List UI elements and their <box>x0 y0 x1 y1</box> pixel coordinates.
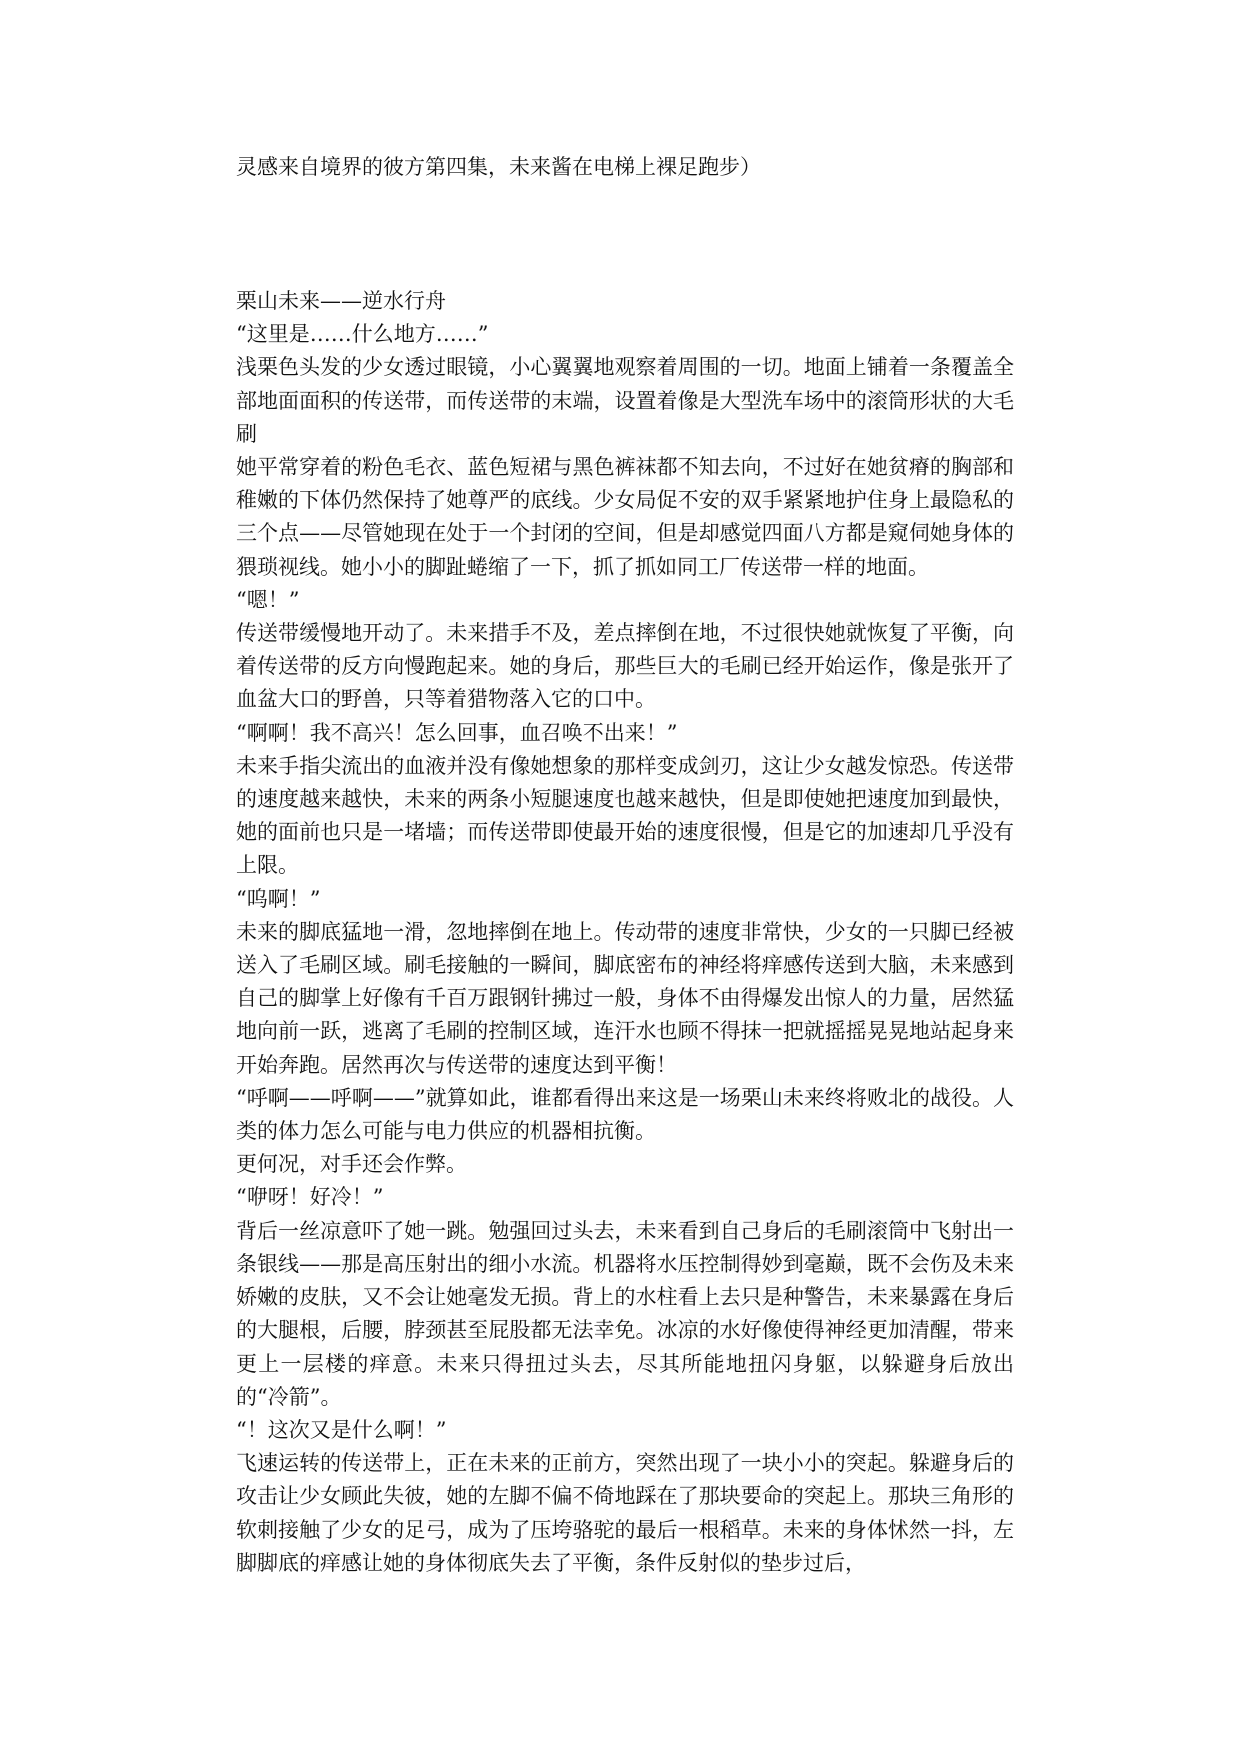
story-body <box>236 285 1014 1580</box>
paragraph: 她平常穿着的粉色毛衣、蓝色短裙与黑色裤袜都不知去向，不过好在她贫瘠的胸部和稚嫩的下体仍然保持了她尊严的底线。少女局促不安的双手紧紧地护住身上最隐私的三个点——尽管她现在处于一个封闭的空间，但是却感觉四面八方都是窥伺她身体的猥琐视线。她小小的脚趾蜷缩了一下，抓了抓如同工厂传送带一样的地面。 <box>236 455 1014 579</box>
paragraph: 未来手指尖流出的血液并没有像她想象的那样变成剑刃，这让少女越发惊恐。传送带的速度越来越快，未来的两条小短腿速度也越来越快，但是即使她把速度加到最快，她的面前也只是一堵墙；而传送带即使最开始的速度很慢，但是它的加速却几乎没有上限。 <box>236 753 1014 878</box>
paragraph: “这里是……什么地方……” <box>236 322 489 347</box>
header-note: 灵感来自境界的彼方第四集，未来酱在电梯上裸足跑步） <box>236 155 761 179</box>
paragraph: 更何况，对手还会作弊。 <box>236 1152 467 1177</box>
paragraph: 传送带缓慢地开动了。未来措手不及，差点摔倒在地，不过很快她就恢复了平衡，向着传送带的反方向慢跑起来。她的身后，那些巨大的毛刷已经开始运作，像是张开了血盆大口的野兽，只等着猎物落入它的口中。 <box>236 621 1014 712</box>
paragraph: 浅栗色头发的少女透过眼镜，小心翼翼地观察着周围的一切。地面上铺着一条覆盖全部地面面积的传送带，而传送带的末端，设置着像是大型洗车场中的滚筒形状的大毛刷 <box>236 355 1014 446</box>
paragraph: 背后一丝凉意吓了她一跳。勉强回过头去，未来看到自己身后的毛刷滚筒中飞射出一条银线——那是高压射出的细小水流。机器将水压控制得妙到毫巅，既不会伤及未来娇嫩的皮肤，又不会让她毫发无损。背上的水柱看上去只是种警告，未来暴露在身后的大腿根，后腰，脖颈甚至屁股都无法幸免。冰凉的水好像使得神经更加清醒，带来更上一层楼的痒意。未来只得扭过头去，尽其所能地扭闪身躯，以躲避身后放出的“冷箭”。 <box>236 1218 1014 1409</box>
paragraph: “啊啊！我不高兴！怎么回事，血召唤不出来！” <box>236 720 678 745</box>
paragraph: 未来的脚底猛地一滑，忽地摔倒在地上。传动带的速度非常快，少女的一只脚已经被送入了毛刷区域。刷毛接触的一瞬间，脚底密布的神经将痒感传送到大脑，未来感到自己的脚掌上好像有千百万跟钢针拂过一般，身体不由得爆发出惊人的力量，居然猛地向前一跃，逃离了毛刷的控制区域，连汗水也顾不得抹一把就摇摇晃晃地站起身来开始奔跑。居然再次与传送带的速度达到平衡！ <box>236 919 1014 1077</box>
paragraph: “呜啊！” <box>236 886 321 911</box>
paragraph: “嗯！” <box>236 587 300 612</box>
story-title: 栗山未来——逆水行舟 <box>236 289 446 313</box>
paragraph: “呼啊——呼啊——”就算如此，谁都看得出来这是一场栗山未来终将败北的战役。人类的体力怎么可能与电力供应的机器相抗衡。 <box>236 1085 1014 1144</box>
paragraph: “！这次又是什么啊！” <box>236 1417 447 1442</box>
paragraph: 飞速运转的传送带上，正在未来的正前方，突然出现了一块小小的突起。躲避身后的攻击让少女顾此失彼，她的左脚不偏不倚地踩在了那块要命的突起上。那块三角形的软刺接触了少女的足弓，成为了压垮骆驼的最后一根稻草。未来的身体怵然一抖，左脚脚底的痒感让她的身体彻底失去了平衡，条件反射似的垫步过后， <box>236 1451 1014 1575</box>
paragraph: “咿呀！好冷！” <box>236 1185 384 1210</box>
